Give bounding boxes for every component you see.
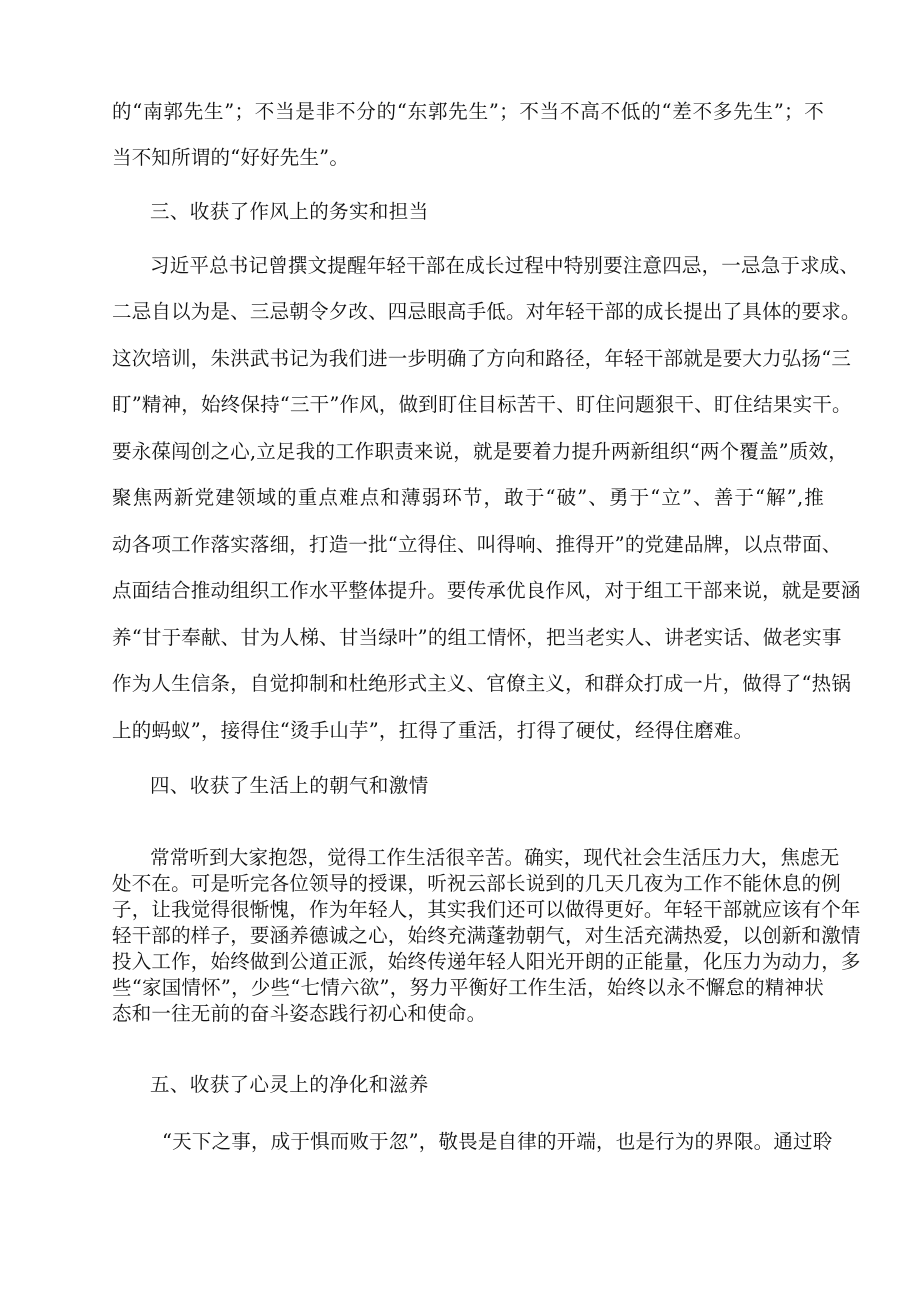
section-heading: 三、收获了作风上的务实和担当 — [150, 200, 429, 223]
paragraph-line: 轻干部的样子，要涵养德诚之心，始终充满蓬勃朝气，对生活充满热爱，以创新和激情 — [112, 924, 861, 947]
paragraph-line: 处不在。可是听完各位领导的授课，听祝云部长说到的几天几夜为工作不能休息的例 — [112, 872, 841, 895]
paragraph-line: 态和一往无前的奋斗姿态践行初心和使命。 — [112, 1002, 487, 1025]
paragraph-line: 子，让我觉得很惭愧，作为年轻人，其实我们还可以做得更好。年轻干部就应该有个年 — [112, 898, 861, 921]
paragraph-line: “天下之事，成于惧而败于忽”，敬畏是自律的开端，也是行为的界限。通过聆 — [162, 1130, 833, 1153]
paragraph-line: 这次培训，朱洪武书记为我们进一步明确了方向和路径，年轻干部就是要大力弘扬“三 — [112, 347, 852, 370]
paragraph-line: 的“南郭先生”；不当是非不分的“东郭先生”；不当不高不低的“差不多先生”；不 — [112, 100, 824, 123]
paragraph-line: 动各项工作落实落细，打造一批“立得住、叫得响、推得开”的党建品牌，以点带面、 — [112, 533, 842, 556]
paragraph-line: 当不知所谓的“好好先生”。 — [112, 146, 350, 169]
paragraph-line: 上的蚂蚁”，接得住“烫手山芋”，扛得了重活，打得了硬仗，经得住磨难。 — [112, 719, 754, 742]
paragraph-line: 习近平总书记曾撰文提醒年轻干部在成长过程中特别要注意四忌，一忌急于求成、 — [150, 254, 860, 277]
section-heading: 五、收获了心灵上的净化和滋养 — [150, 1073, 429, 1096]
paragraph-line: 投入工作，始终做到公道正派，始终传递年轻人阳光开朗的正能量，化压力为动力，多 — [112, 950, 861, 973]
paragraph-line: 点面结合推动组织工作水平整体提升。要传承优良作风，对于组工干部来说，就是要涵 — [112, 579, 861, 602]
section-heading: 四、收获了生活上的朝气和激情 — [150, 774, 429, 797]
paragraph-line: 养“甘于奉献、甘为人梯、甘当绿叶”的组工情怀，把当老实人、讲老实话、做老实事 — [112, 626, 842, 649]
paragraph-line: 盯”精神，始终保持“三干”作风，做到盯住目标苦干、盯住问题狠干、盯住结果实干。 — [112, 393, 852, 416]
paragraph-line: 常常听到大家抱怨，觉得工作生活很辛苦。确实，现代社会生活压力大，焦虑无 — [150, 846, 840, 869]
paragraph-line: 作为人生信条，自觉抑制和杜绝形式主义、官僚主义，和群众打成一片，做得了“热锅 — [112, 672, 852, 695]
paragraph-line: 聚焦两新党建领域的重点难点和薄弱环节，敢于“破”、勇于“立”、善于“解”,推 — [112, 486, 824, 509]
paragraph-line: 要永葆闯创之心,立足我的工作职责来说，就是要着力提升两新组织“两个覆盖”质效， — [112, 440, 848, 463]
paragraph-line: 二忌自以为是、三忌朝令夕改、四忌眼高手低。对年轻干部的成长提出了具体的要求。 — [112, 300, 861, 323]
paragraph-line: 些“家国情怀”，少些“七情六欲”，努力平衡好工作生活，始终以永不懈怠的精神状 — [112, 976, 824, 999]
